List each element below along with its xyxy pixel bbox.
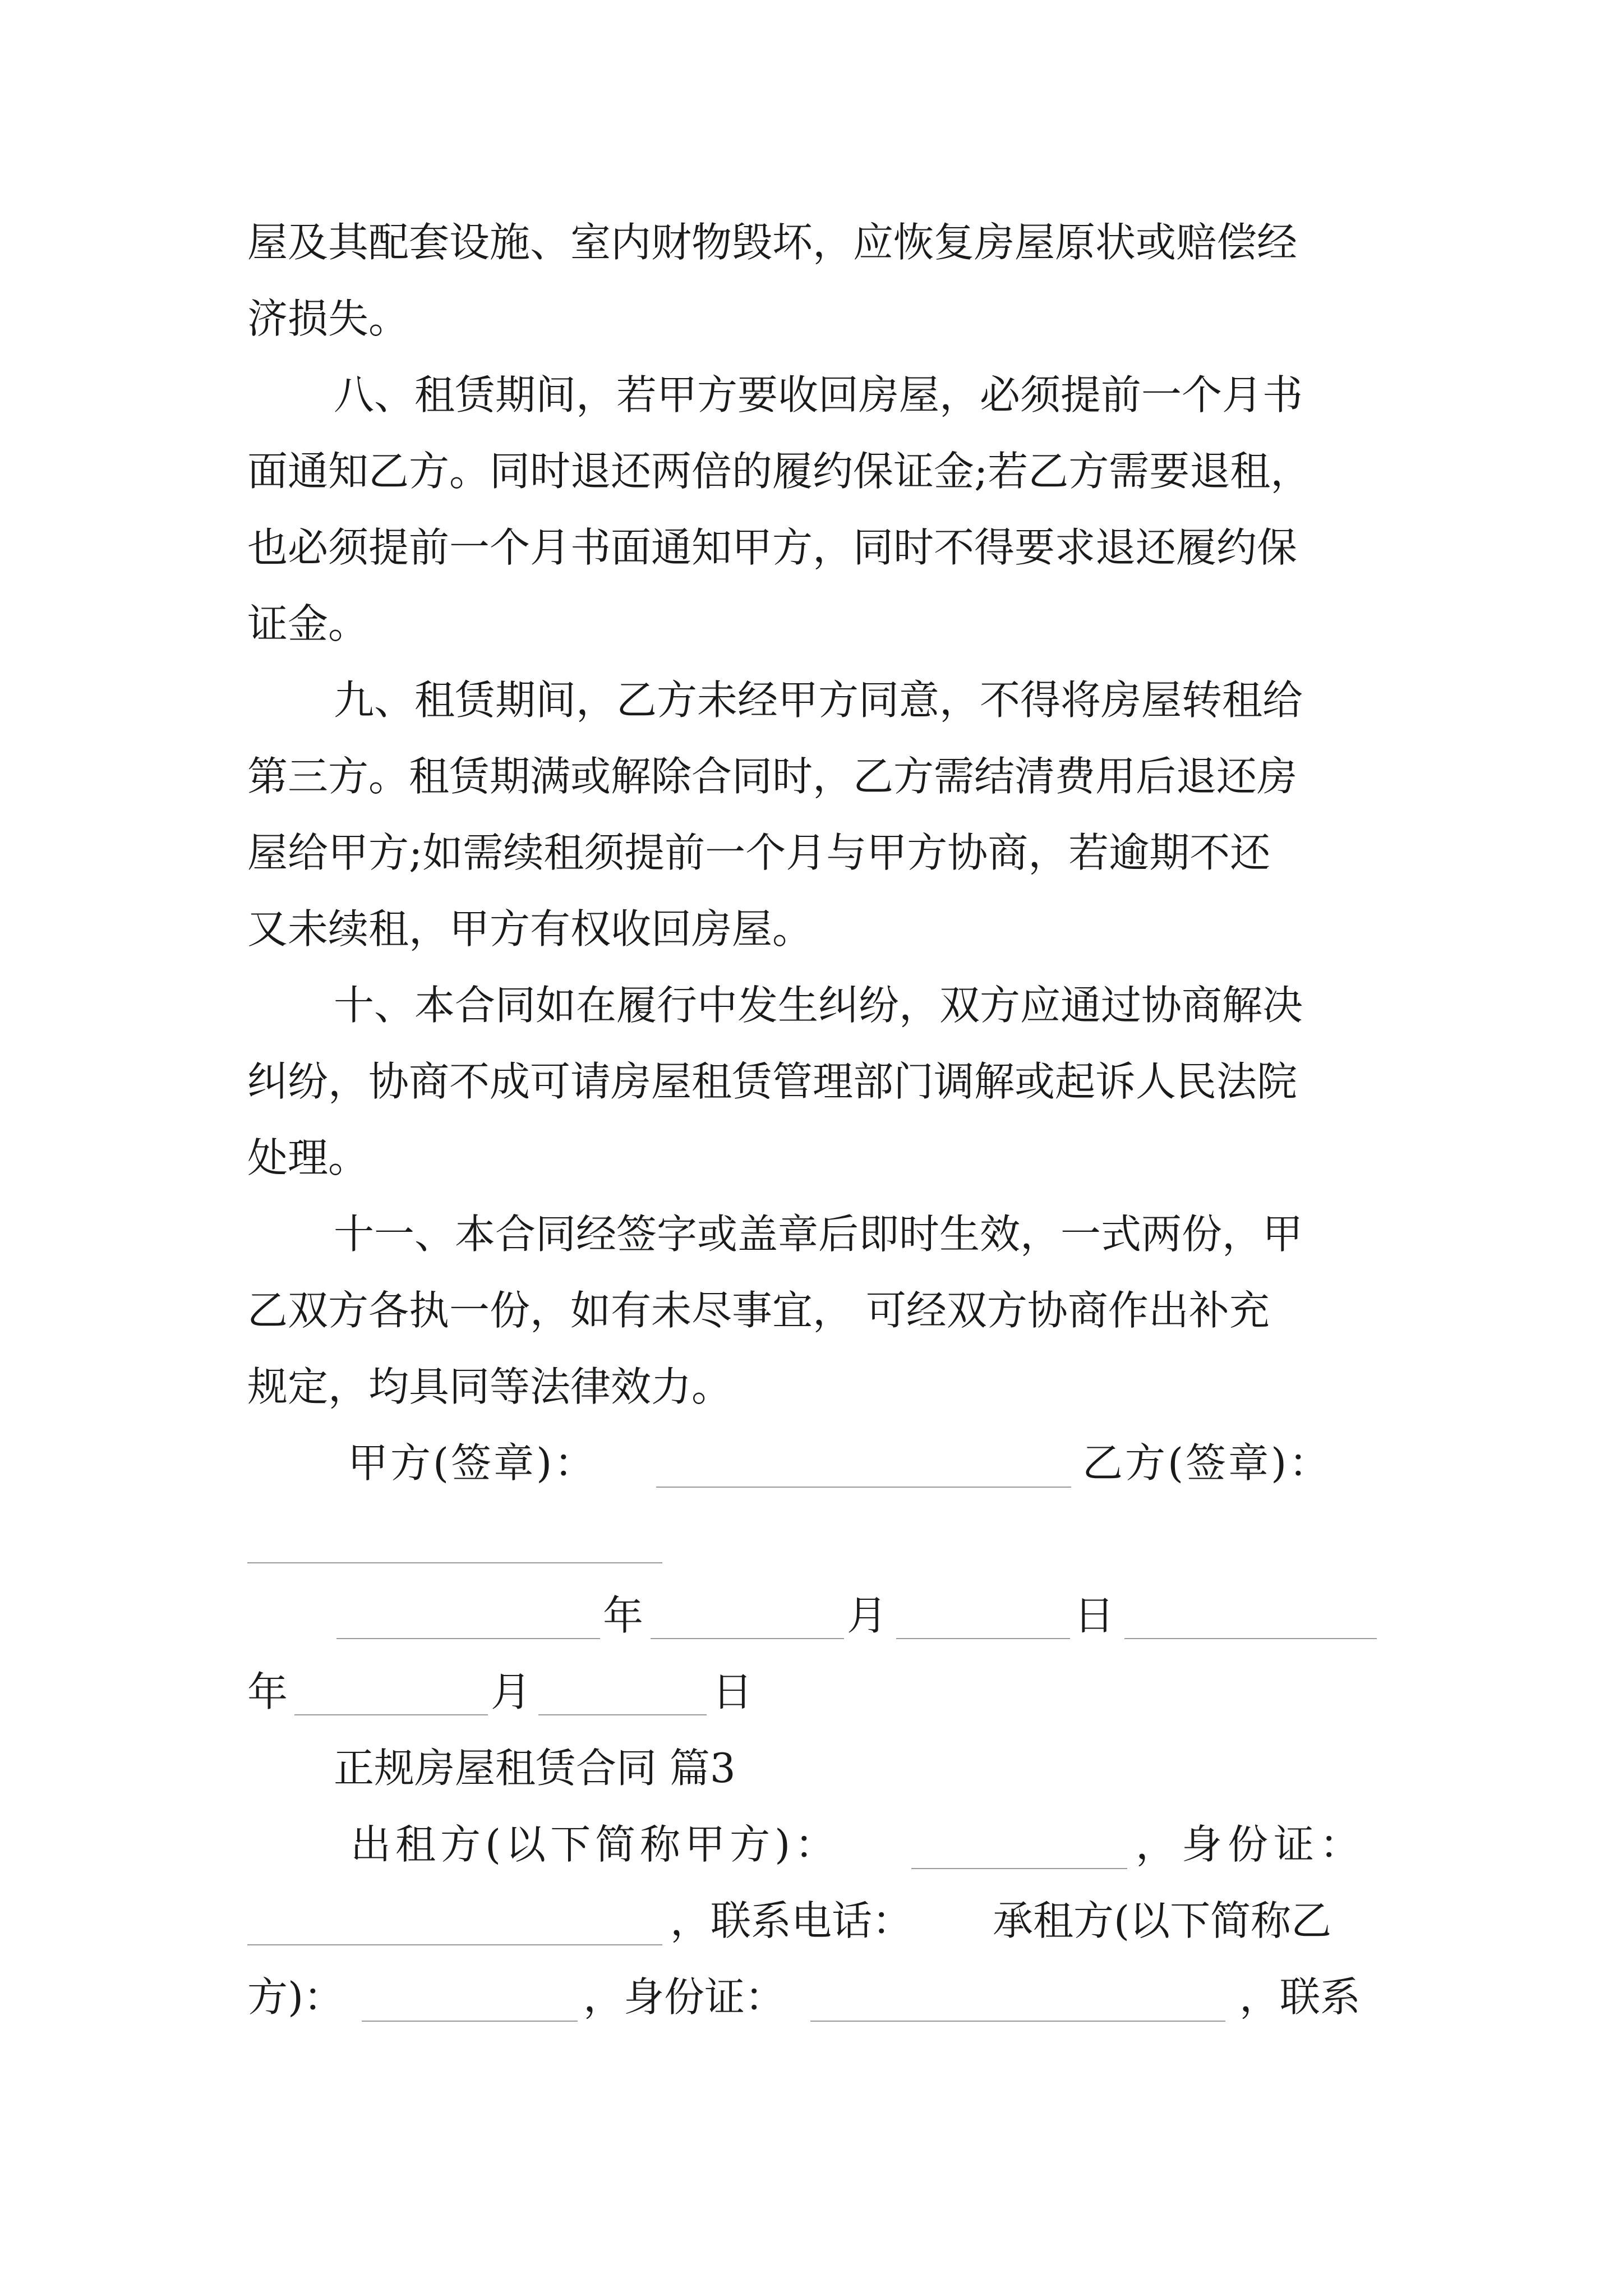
date-b-day-blank [538, 1714, 707, 1715]
text-line: 也必须提前一个月书面通知甲方，同时不得要求退还履约保 [247, 524, 1298, 571]
lessee-id-label: ，身份证： [583, 1973, 786, 2021]
text-line: 第三方。租赁期满或解除合同时，乙方需结清费用后退还房 [247, 753, 1298, 800]
date-a-year-blank [336, 1638, 600, 1639]
lessor-label: 出租方(以下简称甲方)： [351, 1821, 840, 1868]
lessee-id-blank [810, 2021, 1225, 2022]
lessor-id-label: ，身份证： [1136, 1821, 1366, 1868]
lessor-phone-label: ，联系电话： [670, 1897, 913, 1944]
date-b-month-label: 月 [491, 1668, 532, 1715]
text-line: 乙双方各执一份，如有未尽事宜， 可经双方协商作出补充 [247, 1287, 1270, 1334]
date-b-month-blank [294, 1714, 488, 1715]
text-line: 九、租赁期间，乙方未经甲方同意，不得将房屋转租给 [334, 677, 1303, 724]
date-b-year-blank [1124, 1638, 1377, 1639]
text-line: 规定，均具同等法律效力。 [247, 1363, 732, 1410]
date-a-month-label: 月 [847, 1592, 888, 1639]
text-line: 证金。 [247, 600, 369, 647]
text-line: 屋及其配套设施、室内财物毁坏，应恢复房屋原状或赔偿经 [247, 219, 1298, 266]
lessor-id-blank [247, 1944, 662, 1945]
party-a-signature-blank [656, 1487, 1071, 1488]
lessee-contact-label: ，联系 [1239, 1973, 1361, 2021]
text-line: 屋给甲方;如需续租须提前一个月与甲方协商，若逾期不还 [247, 829, 1271, 876]
section-title: 正规房屋租赁合同 篇3 [334, 1745, 736, 1792]
text-line: 八、租赁期间，若甲方要收回房屋，必须提前一个月书 [334, 371, 1303, 418]
text-line: 十、本合同如在履行中发生纠纷，双方应通过协商解决 [334, 982, 1303, 1029]
party-a-signature-label: 甲方(签章)： [348, 1439, 597, 1487]
date-a-month-blank [651, 1638, 844, 1639]
date-a-year-label: 年 [603, 1592, 644, 1639]
date-b-day-label: 日 [712, 1668, 753, 1715]
lessee-label: 承租方(以下简称乙 [993, 1897, 1332, 1944]
party-b-signature-label: 乙方(签章)： [1082, 1439, 1332, 1487]
date-a-day-label: 日 [1074, 1592, 1115, 1639]
text-line: 纠纷，协商不成可请房屋租赁管理部门调解或起诉人民法院 [247, 1058, 1298, 1105]
text-line: 处理。 [247, 1134, 369, 1181]
lessee-name-blank [362, 2021, 578, 2022]
date-b-year-label: 年 [247, 1668, 288, 1715]
date-a-day-blank [896, 1638, 1070, 1639]
lessee-label-cont: 方)： [247, 1973, 344, 2021]
text-line: 十一、本合同经签字或盖章后即时生效，一式两份，甲 [334, 1211, 1303, 1258]
party-b-signature-blank [247, 1562, 662, 1563]
text-line: 面通知乙方。同时退还两倍的履约保证金;若乙方需要退租， [247, 448, 1311, 495]
lessor-name-blank [911, 1868, 1127, 1869]
text-line: 又未续租，甲方有权收回房屋。 [247, 905, 813, 953]
text-line: 济损失。 [247, 295, 409, 342]
